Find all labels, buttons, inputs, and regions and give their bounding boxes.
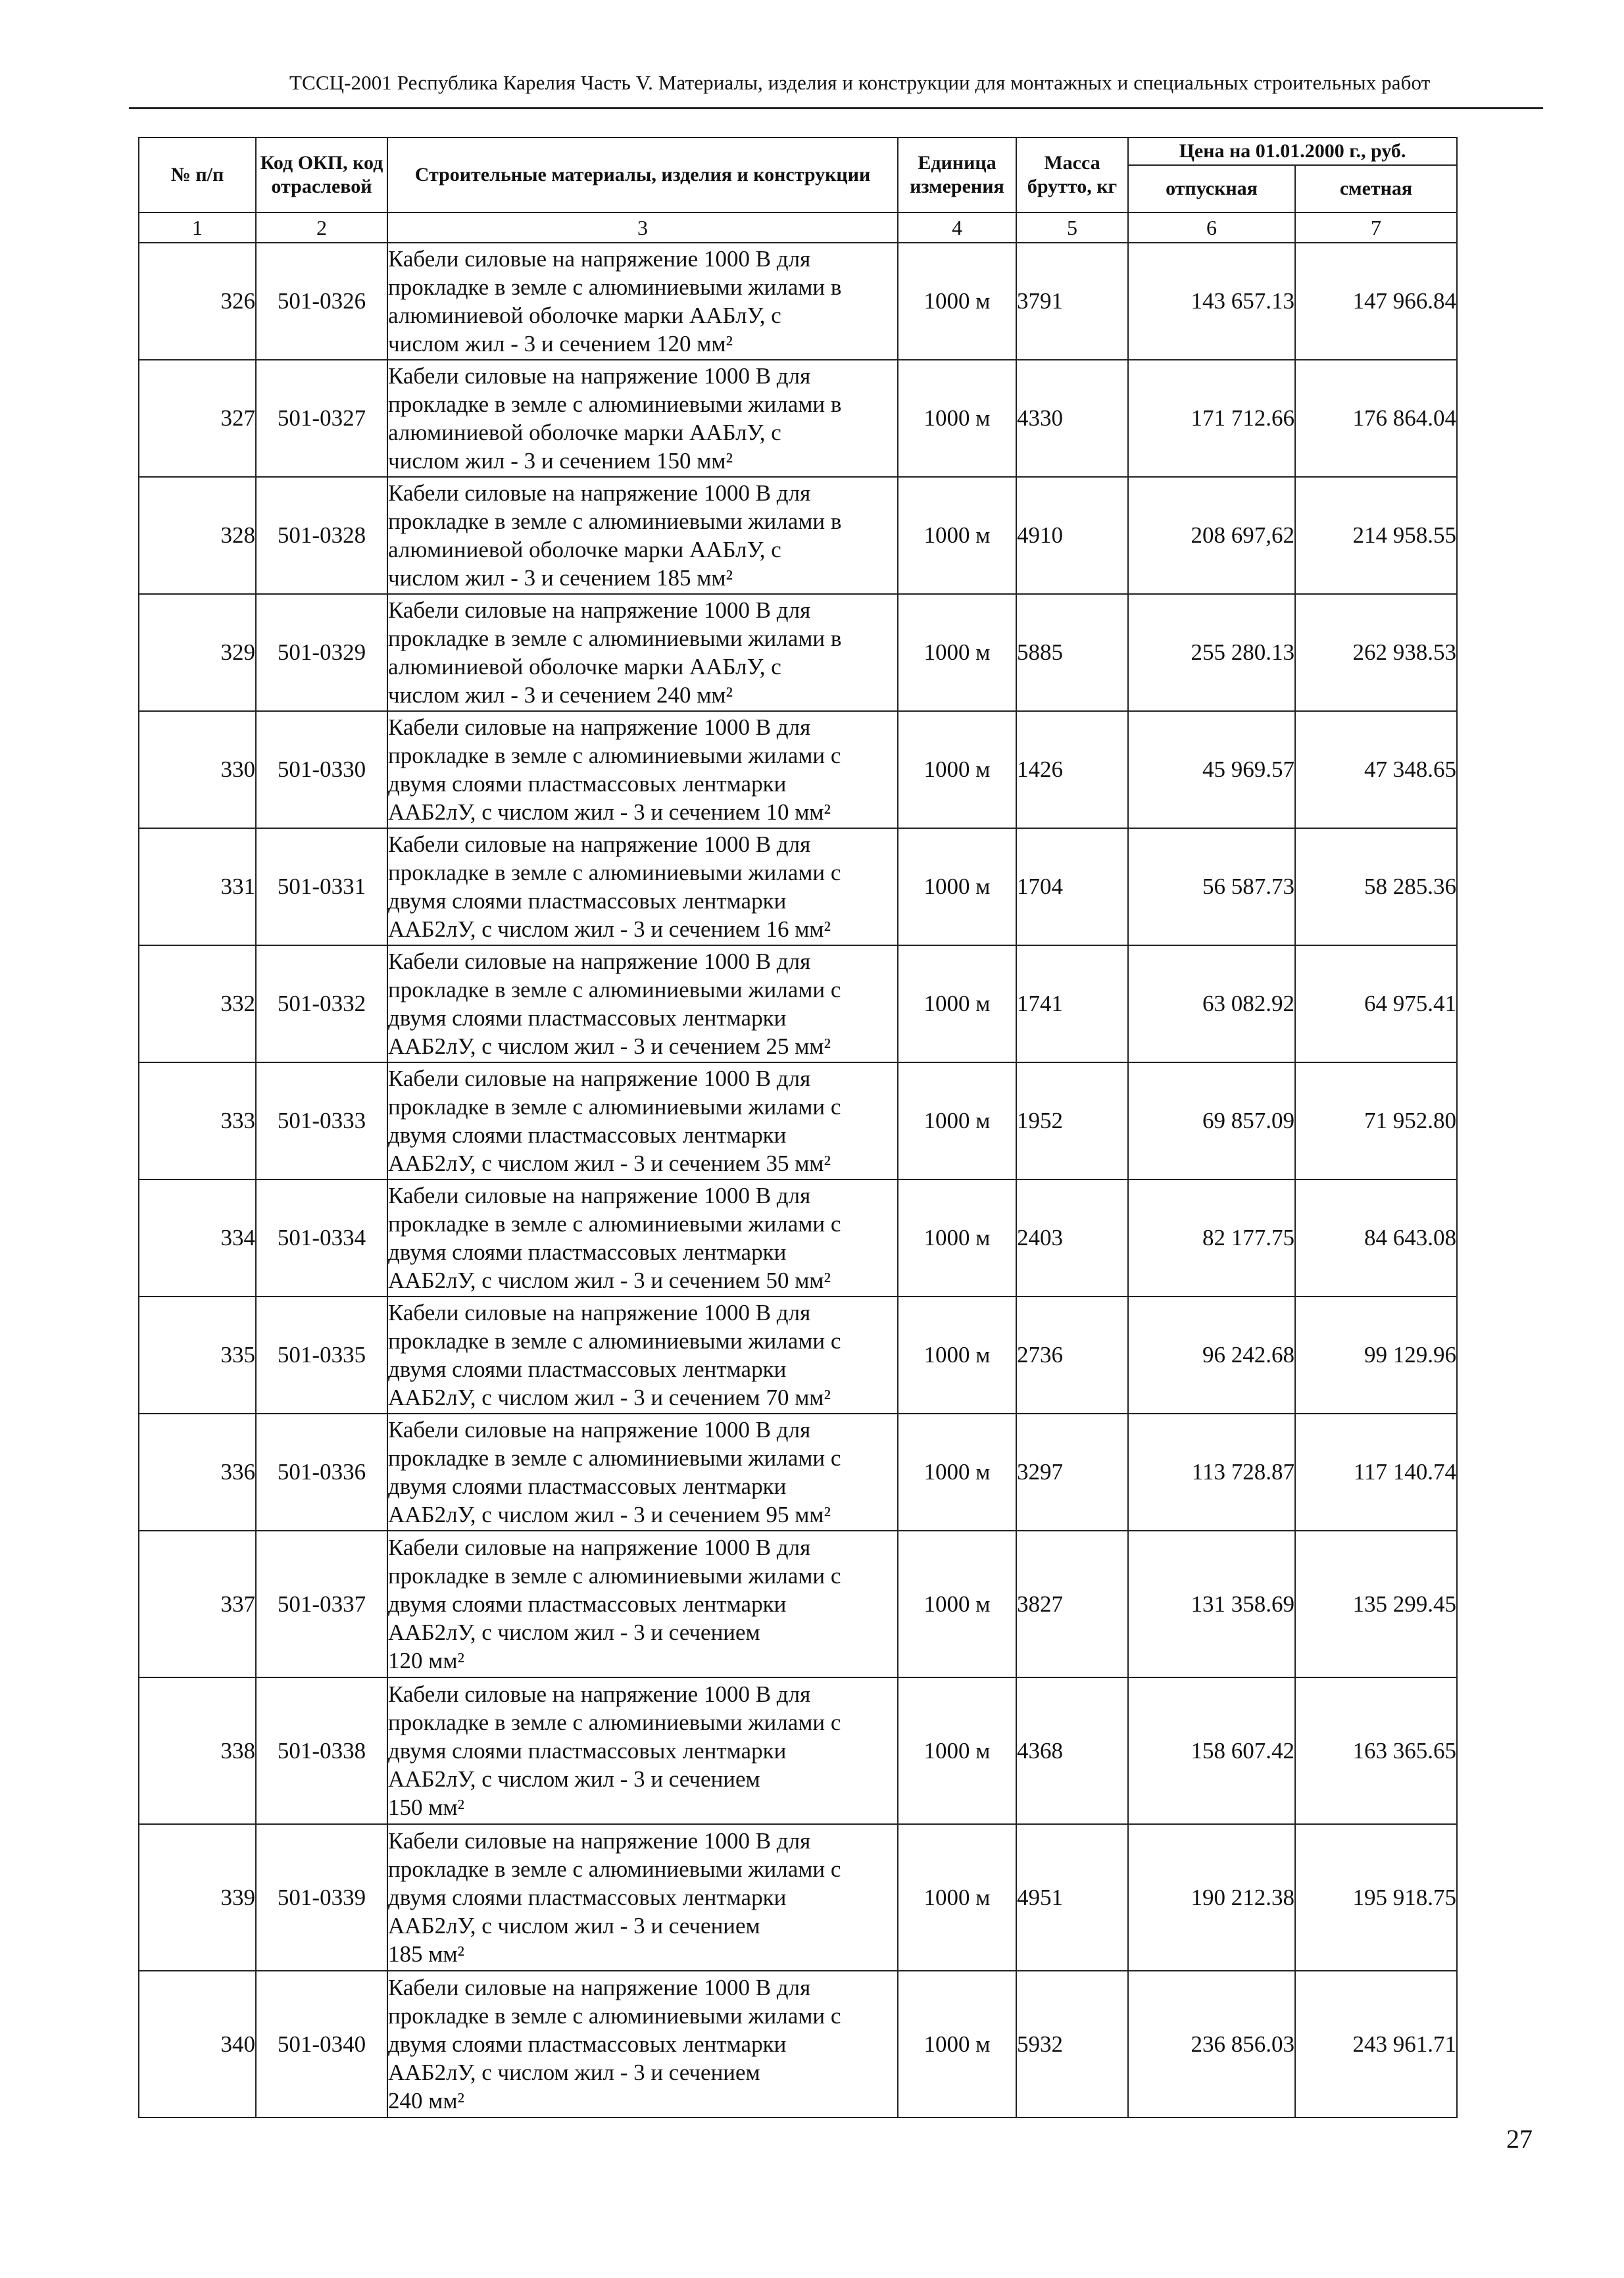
row-description [387,477,898,594]
row-price-estimate: 58 285.36 [1295,828,1457,945]
description-line: 150 мм² [388,1795,465,1820]
row-price-release: 45 969.57 [1128,711,1295,828]
description-line: ААБ2лУ, с числом жил - 3 и сечением 70 мм² [388,1385,831,1410]
description-line: прокладке в земле с алюминиевыми жилами в [388,391,842,417]
description-line: прокладке в земле с алюминиевыми жилами в [388,274,842,300]
row-code: 501-0329 [256,594,387,711]
description-line: ААБ2лУ, с числом жил - 3 и сечением 16 мм² [388,916,831,942]
table-row [139,1179,1457,1297]
description-line: ААБ2лУ, с числом жил - 3 и сечением [388,1766,760,1792]
row-number: 330 [139,711,256,828]
row-price-estimate: 176 864.04 [1295,360,1457,477]
row-mass: 4368 [1016,1677,1128,1824]
row-price-estimate: 214 958.55 [1295,477,1457,594]
description-line: двумя слоями пластмассовых лентмарки [388,1738,787,1764]
table-row [139,711,1457,828]
row-price-release: 236 856.03 [1128,1971,1295,2117]
row-price-estimate: 117 140.74 [1295,1414,1457,1531]
row-description [387,243,898,360]
row-number: 337 [139,1531,256,1677]
description-line: ААБ2лУ, с числом жил - 3 и сечением 95 мм² [388,1502,831,1527]
row-mass: 4330 [1016,360,1128,477]
row-price-estimate: 47 348.65 [1295,711,1457,828]
row-unit: 1000 м [898,1677,1016,1824]
row-code: 501-0340 [256,1971,387,2117]
description-line: Кабели силовые на напряжение 1000 В для [388,1066,811,1091]
row-price-estimate: 262 938.53 [1295,594,1457,711]
description-line: двумя слоями пластмассовых лентмарки [388,1591,787,1617]
description-line: прокладке в земле с алюминиевыми жилами с [388,1856,841,1882]
description-line: прокладке в земле с алюминиевыми жилами с [388,743,841,768]
row-number: 338 [139,1677,256,1824]
row-mass: 2736 [1016,1297,1128,1414]
description-line: ААБ2лУ, с числом жил - 3 и сечением 35 мм² [388,1151,831,1176]
description-line: алюминиевой оболочке марки ААБлУ, с [388,420,781,445]
row-mass: 3297 [1016,1414,1128,1531]
col-number: 3 [387,212,898,243]
description-line: прокладке в земле с алюминиевыми жилами с [388,1094,841,1120]
description-line: Кабели силовые на напряжение 1000 В для [388,949,811,974]
row-unit: 1000 м [898,477,1016,594]
row-mass: 5885 [1016,594,1128,711]
description-line: прокладке в земле с алюминиевыми жилами с [388,977,841,1003]
row-description [387,1971,898,2117]
description-line: Кабели силовые на напряжение 1000 В для [388,714,811,740]
description-line: двумя слоями пластмассовых лентмарки [388,2031,787,2057]
description-line: ААБ2лУ, с числом жил - 3 и сечением 50 мм² [388,1268,831,1293]
description-line: алюминиевой оболочке марки ААБлУ, с [388,303,781,328]
row-price-release: 56 587.73 [1128,828,1295,945]
table-row [139,1062,1457,1179]
description-line: прокладке в земле с алюминиевыми жилами с [388,1211,841,1237]
description-line: Кабели силовые на напряжение 1000 В для [388,831,811,857]
col-header-name: Строительные материалы, изделия и конструкции [387,137,898,212]
row-price-release: 208 697,62 [1128,477,1295,594]
description-line: двумя слоями пластмассовых лентмарки [388,1005,787,1031]
row-mass: 2403 [1016,1179,1128,1297]
table-row [139,1531,1457,1677]
page-header: ТССЦ-2001 Республика Карелия Часть V. Материалы, изделия и конструкции для монтажных и специальных строительных работ [289,71,1431,94]
row-price-estimate: 243 961.71 [1295,1971,1457,2117]
description-line: Кабели силовые на напряжение 1000 В для [388,1417,811,1443]
description-line: ААБ2лУ, с числом жил - 3 и сечением 10 мм² [388,799,831,825]
row-description [387,1824,898,1971]
description-line: 240 мм² [388,2088,465,2114]
row-description [387,1677,898,1824]
row-unit: 1000 м [898,243,1016,360]
row-price-release: 190 212.38 [1128,1824,1295,1971]
row-number: 335 [139,1297,256,1414]
description-line: прокладке в земле с алюминиевыми жилами с [388,2003,841,2029]
row-price-release: 171 712.66 [1128,360,1295,477]
description-line: числом жил - 3 и сечением 240 мм² [388,682,733,708]
description-line: ААБ2лУ, с числом жил - 3 и сечением [388,1913,760,1939]
table-row [139,243,1457,360]
row-mass: 1952 [1016,1062,1128,1179]
description-line: Кабели силовые на напряжение 1000 В для [388,246,811,272]
description-line: числом жил - 3 и сечением 185 мм² [388,565,733,591]
row-mass: 4951 [1016,1824,1128,1971]
row-number: 334 [139,1179,256,1297]
table-row [139,828,1457,945]
row-unit: 1000 м [898,594,1016,711]
description-line: 120 мм² [388,1648,465,1673]
row-number: 327 [139,360,256,477]
row-code: 501-0330 [256,711,387,828]
row-price-release: 69 857.09 [1128,1062,1295,1179]
row-description [387,1179,898,1297]
row-unit: 1000 м [898,828,1016,945]
row-unit: 1000 м [898,1297,1016,1414]
description-line: Кабели силовые на напряжение 1000 В для [388,597,811,623]
row-unit: 1000 м [898,711,1016,828]
row-number: 336 [139,1414,256,1531]
description-line: Кабели силовые на напряжение 1000 В для [388,1535,811,1560]
col-number: 5 [1016,212,1128,243]
row-description [387,711,898,828]
col-number: 1 [139,212,256,243]
col-number: 6 [1128,212,1295,243]
description-line: ААБ2лУ, с числом жил - 3 и сечением [388,1620,760,1645]
description-line: 185 мм² [388,1941,465,1967]
table-row [139,360,1457,477]
row-unit: 1000 м [898,360,1016,477]
col-header-mass: Масса брутто, кг [1016,137,1128,212]
table-row [139,594,1457,711]
description-line: числом жил - 3 и сечением 120 мм² [388,331,733,357]
row-number: 339 [139,1824,256,1971]
col-header-code: Код ОКП, код отраслевой [256,137,387,212]
row-price-release: 255 280.13 [1128,594,1295,711]
description-line: Кабели силовые на напряжение 1000 В для [388,1183,811,1208]
row-code: 501-0334 [256,1179,387,1297]
row-code: 501-0333 [256,1062,387,1179]
row-mass: 5932 [1016,1971,1128,2117]
description-line: Кабели силовые на напряжение 1000 В для [388,480,811,506]
row-number: 328 [139,477,256,594]
row-price-estimate: 99 129.96 [1295,1297,1457,1414]
row-number: 331 [139,828,256,945]
price-table [138,137,1458,2118]
row-number: 326 [139,243,256,360]
description-line: Кабели силовые на напряжение 1000 В для [388,1975,811,2000]
table-row [139,477,1457,594]
description-line: прокладке в земле с алюминиевыми жилами в [388,508,842,534]
col-number: 2 [256,212,387,243]
row-price-release: 82 177.75 [1128,1179,1295,1297]
table-row [139,1414,1457,1531]
row-code: 501-0326 [256,243,387,360]
header-rule [129,107,1543,109]
description-line: прокладке в земле с алюминиевыми жилами с [388,1328,841,1354]
description-line: двумя слоями пластмассовых лентмарки [388,1356,787,1382]
table-row [139,1971,1457,2117]
row-unit: 1000 м [898,1531,1016,1677]
row-code: 501-0339 [256,1824,387,1971]
row-description [387,828,898,945]
table-row [139,1824,1457,1971]
col-number: 7 [1295,212,1457,243]
col-header-num: № п/п [139,137,256,212]
row-code: 501-0336 [256,1414,387,1531]
row-description [387,945,898,1062]
row-mass: 3827 [1016,1531,1128,1677]
row-price-estimate: 163 365.65 [1295,1677,1457,1824]
row-price-estimate: 64 975.41 [1295,945,1457,1062]
description-line: Кабели силовые на напряжение 1000 В для [388,363,811,389]
row-unit: 1000 м [898,945,1016,1062]
row-price-release: 143 657.13 [1128,243,1295,360]
row-code: 501-0337 [256,1531,387,1677]
row-mass: 1704 [1016,828,1128,945]
row-description [387,360,898,477]
description-line: прокладке в земле с алюминиевыми жилами с [388,860,841,885]
row-unit: 1000 м [898,1062,1016,1179]
row-price-release: 131 358.69 [1128,1531,1295,1677]
col-number: 4 [898,212,1016,243]
description-line: двумя слоями пластмассовых лентмарки [388,1239,787,1265]
description-line: алюминиевой оболочке марки ААБлУ, с [388,654,781,680]
row-price-estimate: 71 952.80 [1295,1062,1457,1179]
row-price-estimate: 135 299.45 [1295,1531,1457,1677]
description-line: двумя слоями пластмассовых лентмарки [388,1122,787,1148]
description-line: двумя слоями пластмассовых лентмарки [388,1473,787,1499]
row-price-estimate: 195 918.75 [1295,1824,1457,1971]
description-line: прокладке в земле с алюминиевыми жилами с [388,1710,841,1735]
description-line: двумя слоями пластмассовых лентмарки [388,771,787,797]
row-number: 340 [139,1971,256,2117]
col-header-price-release: отпускная [1128,165,1295,212]
table-row [139,1677,1457,1824]
description-line: двумя слоями пластмассовых лентмарки [388,1885,787,1910]
description-line: числом жил - 3 и сечением 150 мм² [388,448,733,474]
row-description [387,1062,898,1179]
row-unit: 1000 м [898,1179,1016,1297]
row-code: 501-0335 [256,1297,387,1414]
row-mass: 4910 [1016,477,1128,594]
table-row [139,1297,1457,1414]
description-line: Кабели силовые на напряжение 1000 В для [388,1681,811,1707]
row-code: 501-0331 [256,828,387,945]
row-unit: 1000 м [898,1971,1016,2117]
col-header-price-group: Цена на 01.01.2000 г., руб. [1128,137,1457,165]
row-description [387,1297,898,1414]
page-number: 27 [1506,2124,1533,2154]
column-numbers-row [139,212,1457,243]
description-line: ААБ2лУ, с числом жил - 3 и сечением [388,2060,760,2085]
row-mass: 1741 [1016,945,1128,1062]
row-price-release: 96 242.68 [1128,1297,1295,1414]
row-number: 332 [139,945,256,1062]
row-unit: 1000 м [898,1824,1016,1971]
description-line: двумя слоями пластмассовых лентмарки [388,888,787,914]
row-price-release: 63 082.92 [1128,945,1295,1062]
row-mass: 1426 [1016,711,1128,828]
row-price-estimate: 147 966.84 [1295,243,1457,360]
description-line: прокладке в земле с алюминиевыми жилами с [388,1563,841,1589]
description-line: алюминиевой оболочке марки ААБлУ, с [388,537,781,562]
row-price-release: 158 607.42 [1128,1677,1295,1824]
row-description [387,1531,898,1677]
row-number: 329 [139,594,256,711]
description-line: Кабели силовые на напряжение 1000 В для [388,1828,811,1854]
row-code: 501-0328 [256,477,387,594]
description-line: прокладке в земле с алюминиевыми жилами в [388,626,842,651]
row-code: 501-0338 [256,1677,387,1824]
description-line: прокладке в земле с алюминиевыми жилами с [388,1445,841,1471]
col-header-price-estimate: сметная [1295,165,1457,212]
row-unit: 1000 м [898,1414,1016,1531]
description-line: ААБ2лУ, с числом жил - 3 и сечением 25 мм² [388,1033,831,1059]
row-code: 501-0332 [256,945,387,1062]
row-price-release: 113 728.87 [1128,1414,1295,1531]
row-description [387,594,898,711]
row-description [387,1414,898,1531]
table-body [139,243,1457,2117]
col-header-unit: Единица измерения [898,137,1016,212]
row-number: 333 [139,1062,256,1179]
description-line: Кабели силовые на напряжение 1000 В для [388,1300,811,1325]
row-mass: 3791 [1016,243,1128,360]
row-price-estimate: 84 643.08 [1295,1179,1457,1297]
row-code: 501-0327 [256,360,387,477]
table-row [139,945,1457,1062]
